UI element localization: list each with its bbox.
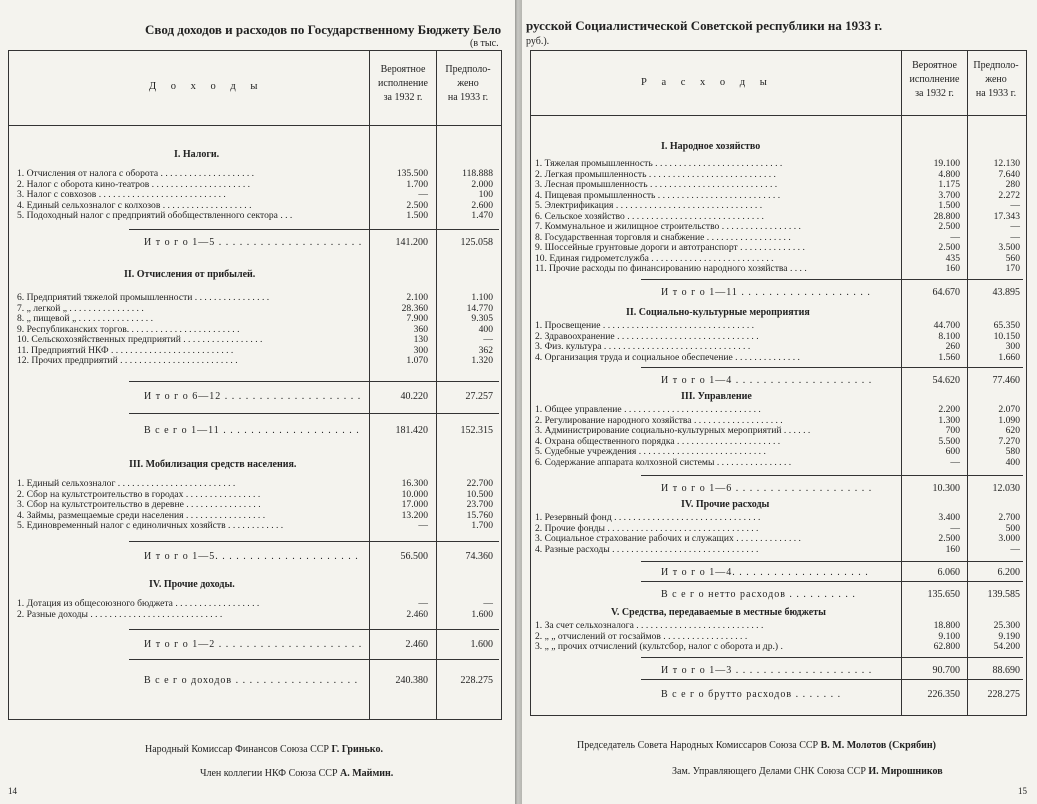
total-label: В с е г о нетто расходов . . . . . . . . . . bbox=[661, 589, 856, 600]
value-1933: 25.300 bbox=[993, 620, 1020, 631]
row-label: 2. Налог с оборота кино-театров . . . . . . . . . . . . . . . . . . . . . bbox=[17, 179, 251, 190]
value-1933: 7.270 bbox=[998, 435, 1020, 447]
expense-table bbox=[530, 50, 1027, 716]
row-label: 3. „ „ прочих отчислений (культсбор, налог с оборота и др.) . bbox=[535, 642, 783, 652]
subtotal-1932: 10.300 bbox=[932, 483, 960, 494]
value-1933: 500 bbox=[1005, 522, 1020, 534]
col-1933-header: Предполо- жено на 1933 г. bbox=[973, 60, 1019, 99]
total-label: В с е г о 1—11 . . . . . . . . . . . . . . . . . . . . bbox=[144, 425, 360, 436]
value-1932: 3.400 bbox=[938, 512, 960, 523]
section-heading: I. Народное хозяйство bbox=[661, 141, 761, 152]
rule bbox=[129, 629, 499, 630]
value-1932: 44.700 bbox=[933, 320, 960, 331]
rule bbox=[641, 561, 1023, 562]
row-label: 3. Налог с совхозов . . . . . . . . . . . . . . . . . . . . . . . . . . . bbox=[17, 190, 226, 200]
rule bbox=[641, 657, 1023, 658]
total-label: В с е г о брутто расходов . . . . . . . bbox=[661, 689, 842, 700]
rule bbox=[641, 279, 1023, 280]
value-1933: 560 bbox=[1005, 252, 1020, 264]
col-1932-header: Вероятное исполнение за 1932 г. bbox=[909, 60, 960, 99]
value-1932: 17.000 bbox=[401, 499, 428, 510]
subtotal-1933: 1.600 bbox=[470, 639, 493, 650]
row-label: 9. Республиканских торгов. . . . . . . . . . . . . . . . . . . . . . . . bbox=[17, 324, 240, 335]
table-row bbox=[535, 426, 1023, 437]
row-label: 2. Легкая промышленность . . . . . . . . . . . . . . . . . . . . . . . . . . . bbox=[535, 169, 776, 180]
subtotal-1933: 12.030 bbox=[992, 483, 1020, 494]
section-heading: IV. Прочие расходы bbox=[681, 499, 770, 510]
row-label: 4. Разные расходы . . . . . . . . . . . . . . . . . . . . . . . . . . . . . . . bbox=[535, 544, 759, 555]
value-1932: 10.000 bbox=[401, 488, 428, 500]
row-label: 6. Предприятий тяжелой промышленности . . . . . . . . . . . . . . . . bbox=[17, 293, 270, 303]
subtotal-label: И т о г о 1—4 . . . . . . . . . . . . . . . . . . . . bbox=[661, 375, 873, 386]
value-1933: 17.343 bbox=[993, 210, 1020, 222]
value-1933: — bbox=[1010, 200, 1020, 211]
revenue-section-3 bbox=[17, 479, 497, 532]
value-1933: 1.660 bbox=[998, 351, 1020, 363]
row-label: 1. Общее управление . . . . . . . . . . . . . . . . . . . . . . . . . . . . . bbox=[535, 405, 761, 415]
expense-section-4 bbox=[535, 513, 1023, 555]
row-label: 10. Единая гидрометслужба . . . . . . . . . . . . . . . . . . . . . . . . . . bbox=[535, 253, 774, 264]
value-1932: 260 bbox=[945, 341, 960, 352]
value-1932: 1.175 bbox=[938, 179, 960, 190]
table-row bbox=[17, 169, 497, 180]
value-1932: 1.700 bbox=[406, 178, 428, 190]
value-1933: 100 bbox=[478, 189, 493, 200]
value-1932: — bbox=[950, 231, 960, 243]
expense-column-heading: Р а с х о д ы bbox=[641, 77, 773, 88]
value-1932: 18.800 bbox=[933, 620, 960, 631]
value-1933: — bbox=[483, 334, 493, 345]
signature-line: Зам. Управляющего Делами СНК Союза ССР И. Мирошников bbox=[672, 766, 943, 777]
subtotal-1932: 54.620 bbox=[932, 375, 960, 386]
row-label: 7. „ легкой „ . . . . . . . . . . . . . . . . bbox=[17, 303, 144, 314]
signature-line: Народный Комиссар Финансов Союза ССР Г. Гринько. bbox=[145, 744, 383, 755]
value-1932: 700 bbox=[945, 425, 960, 436]
value-1932: 130 bbox=[413, 334, 428, 345]
table-row bbox=[17, 293, 497, 304]
table-row bbox=[17, 521, 497, 532]
value-1932: 19.100 bbox=[933, 158, 960, 169]
table-row bbox=[535, 222, 1023, 233]
expense-section-3 bbox=[535, 405, 1023, 468]
rule bbox=[641, 367, 1023, 368]
value-1933: 280 bbox=[1005, 179, 1020, 190]
value-1932: 135.500 bbox=[396, 168, 428, 179]
row-label: 8. „ пищевой „ . . . . . . . . . . . . . . . . bbox=[17, 314, 153, 324]
row-label: 4. Охрана общественного порядка . . . . . . . . . . . . . . . . . . . . . . bbox=[535, 436, 781, 447]
table-row bbox=[535, 243, 1023, 254]
value-1932: 1.070 bbox=[406, 355, 428, 366]
value-1932: — bbox=[950, 456, 960, 468]
row-label: 2. Здравоохранение . . . . . . . . . . . . . . . . . . . . . . . . . . . . . . bbox=[535, 331, 759, 342]
row-label: 5. Электрификация . . . . . . . . . . . . . . . . . . . . . . . . . . . . . . . bbox=[535, 201, 763, 211]
value-1932: 28.360 bbox=[401, 302, 428, 314]
row-label: 11. Предприятий НКФ . . . . . . . . . . . . . . . . . . . . . . . . . . bbox=[17, 345, 234, 356]
row-label: 3. Сбор на культстроительство в деревне . . . . . . . . . . . . . . . . bbox=[17, 500, 261, 510]
left-page bbox=[0, 0, 515, 804]
row-label: 2. Регулирование народного хозяйства . . . . . . . . . . . . . . . . . . . bbox=[535, 415, 783, 426]
value-1932: 16.300 bbox=[401, 478, 428, 489]
value-1933: 300 bbox=[1005, 341, 1020, 352]
row-label: 2. „ „ отчислений от госзаймов . . . . . . . . . . . . . . . . . . bbox=[535, 631, 748, 642]
value-1933: 10.150 bbox=[993, 330, 1020, 342]
value-1933: — bbox=[1010, 231, 1020, 243]
value-1933: 14.770 bbox=[466, 302, 493, 314]
value-1933: 1.320 bbox=[471, 355, 493, 366]
value-1932: 2.500 bbox=[938, 533, 960, 544]
value-1933: 23.700 bbox=[466, 499, 493, 510]
subtotal-1933: 6.200 bbox=[997, 567, 1020, 578]
total-1933: 228.275 bbox=[987, 689, 1020, 700]
value-1933: 400 bbox=[1005, 456, 1020, 468]
subtotal-1932: 90.700 bbox=[932, 665, 960, 676]
row-label: 5. Подоходный налог с предприятий обобществленного сектора . . . bbox=[17, 211, 293, 221]
row-label: 4. Единый сельхозналог с колхозов . . . . . . . . . . . . . . . . . . . bbox=[17, 200, 252, 211]
value-1932: 7.900 bbox=[406, 313, 428, 324]
row-label: 5. Единовременный налог с единоличных хозяйств . . . . . . . . . . . . bbox=[17, 521, 284, 531]
table-row bbox=[17, 610, 497, 621]
value-1933: — bbox=[1010, 543, 1020, 555]
value-1933: 54.200 bbox=[993, 641, 1020, 652]
value-1933: 118.888 bbox=[462, 168, 493, 179]
value-1932: 435 bbox=[945, 252, 960, 264]
subtotal-label: И т о г о 1—5. . . . . . . . . . . . . . . . . . . . . bbox=[144, 551, 359, 562]
row-label: 2. Сбор на культстроительство в городах . . . . . . . . . . . . . . . . bbox=[17, 489, 261, 500]
rule bbox=[641, 679, 1023, 680]
table-row bbox=[17, 479, 497, 490]
value-1932: 3.700 bbox=[938, 189, 960, 201]
table-row bbox=[535, 447, 1023, 458]
total-1932: 181.420 bbox=[395, 425, 428, 436]
subtotal-label: И т о г о 1—2 . . . . . . . . . . . . . . . . . . . . . bbox=[144, 639, 363, 650]
rule bbox=[641, 581, 1023, 582]
value-1933: — bbox=[483, 598, 493, 609]
value-1932: 62.800 bbox=[933, 641, 960, 652]
row-label: 6. Сельское хозяйство . . . . . . . . . . . . . . . . . . . . . . . . . . . . . bbox=[535, 211, 764, 222]
section-heading: I. Налоги. bbox=[174, 149, 220, 160]
subtotal-label: И т о г о 1—5 . . . . . . . . . . . . . . . . . . . . . bbox=[144, 237, 363, 248]
rule bbox=[129, 659, 499, 660]
value-1932: 9.100 bbox=[938, 630, 960, 642]
row-label: 4. Пищевая промышленность . . . . . . . . . . . . . . . . . . . . . . . . . . bbox=[535, 190, 781, 201]
value-1933: 7.640 bbox=[998, 168, 1020, 180]
value-1933: 9.190 bbox=[998, 630, 1020, 642]
total-1932: 135.650 bbox=[927, 589, 960, 600]
value-1933: 12.130 bbox=[993, 158, 1020, 169]
value-1933: 3.000 bbox=[998, 533, 1020, 544]
value-1933: 580 bbox=[1005, 446, 1020, 457]
table-row bbox=[535, 642, 1023, 653]
col-1932-header: Вероятное исполнение за 1932 г. bbox=[378, 64, 428, 103]
value-1933: 3.500 bbox=[998, 242, 1020, 253]
table-row bbox=[17, 190, 497, 201]
value-1933: 620 bbox=[1005, 425, 1020, 436]
table-row bbox=[535, 545, 1023, 556]
subtotal-label: И т о г о 1—11 . . . . . . . . . . . . . . . . . . . bbox=[661, 287, 871, 298]
rule bbox=[129, 229, 499, 230]
expense-section-5 bbox=[535, 621, 1023, 653]
value-1933: 2.000 bbox=[471, 178, 493, 190]
row-label: 1. Просвещение . . . . . . . . . . . . . . . . . . . . . . . . . . . . . . . . bbox=[535, 321, 755, 331]
value-1932: 1.560 bbox=[938, 351, 960, 363]
row-label: 6. Содержание аппарата колхозной системы . . . . . . . . . . . . . . . . bbox=[535, 457, 792, 468]
row-label: 3. Социальное страхование рабочих и служащих . . . . . . . . . . . . . . bbox=[535, 534, 801, 544]
row-label: 11. Прочие расходы по финансированию народного хозяйства . . . . bbox=[535, 264, 807, 274]
value-1932: 2.500 bbox=[938, 242, 960, 253]
unit-note: (в тыс. bbox=[470, 38, 499, 49]
subtotal-label: И т о г о 6—12 . . . . . . . . . . . . . . . . . . . . bbox=[144, 391, 362, 402]
rule bbox=[129, 541, 499, 542]
value-1932: 2.500 bbox=[938, 221, 960, 232]
value-1933: 400 bbox=[478, 323, 493, 335]
subtotal-1933: 74.360 bbox=[465, 551, 493, 562]
row-label: 8. Государственная торговля и снабжение . . . . . . . . . . . . . . . . . . bbox=[535, 232, 791, 243]
section-heading: III. Мобилизация средств населения. bbox=[129, 459, 297, 470]
table-row bbox=[17, 335, 497, 346]
table-row bbox=[17, 500, 497, 511]
table-row bbox=[535, 621, 1023, 632]
total-1933: 152.315 bbox=[460, 425, 493, 436]
value-1933: 1.470 bbox=[471, 210, 493, 221]
row-label: 2. Прочие фонды . . . . . . . . . . . . . . . . . . . . . . . . . . . . . . . . bbox=[535, 523, 759, 534]
table-row bbox=[535, 180, 1023, 191]
value-1932: 28.800 bbox=[933, 210, 960, 222]
row-label: 1. Тяжелая промышленность . . . . . . . . . . . . . . . . . . . . . . . . . . . bbox=[535, 159, 783, 169]
table-row bbox=[17, 211, 497, 222]
rule bbox=[641, 475, 1023, 476]
subtotal-1933: 125.058 bbox=[460, 237, 493, 248]
value-1932: 600 bbox=[945, 446, 960, 457]
subtotal-1932: 141.200 bbox=[395, 237, 428, 248]
table-row bbox=[17, 599, 497, 610]
value-1933: — bbox=[1010, 221, 1020, 232]
revenue-section-4 bbox=[17, 599, 497, 620]
revenue-table bbox=[8, 50, 502, 720]
value-1933: 2.070 bbox=[998, 404, 1020, 415]
value-1932: 13.200 bbox=[401, 509, 428, 521]
table-row bbox=[17, 356, 497, 367]
book-gutter bbox=[515, 0, 522, 804]
subtotal-1932: 40.220 bbox=[400, 391, 428, 402]
value-1933: 1.090 bbox=[998, 414, 1020, 426]
total-1932: 226.350 bbox=[927, 689, 960, 700]
table-row bbox=[535, 342, 1023, 353]
subtotal-1933: 43.895 bbox=[992, 287, 1020, 298]
row-label: 9. Шоссейные грунтовые дороги и автотранспорт . . . . . . . . . . . . . . bbox=[535, 243, 805, 253]
value-1932: 2.500 bbox=[406, 199, 428, 211]
value-1932: 5.500 bbox=[938, 435, 960, 447]
table-row bbox=[535, 458, 1023, 469]
value-1932: 2.200 bbox=[938, 404, 960, 415]
subtotal-label: И т о г о 1—4. . . . . . . . . . . . . . . . . . . . bbox=[661, 567, 869, 578]
section-heading: II. Отчисления от прибылей. bbox=[124, 269, 256, 280]
signature-line: Член коллегии НКФ Союза ССР А. Маймин. bbox=[200, 768, 394, 779]
value-1933: 1.100 bbox=[471, 292, 493, 303]
value-1933: 10.500 bbox=[466, 488, 493, 500]
total-1932: 240.380 bbox=[395, 675, 428, 686]
row-label: 1. Резервный фонд . . . . . . . . . . . . . . . . . . . . . . . . . . . . . . . bbox=[535, 513, 761, 523]
value-1932: — bbox=[418, 598, 428, 609]
value-1932: 1.500 bbox=[406, 210, 428, 221]
value-1932: 8.100 bbox=[938, 330, 960, 342]
total-label: В с е г о доходов . . . . . . . . . . . . . . . . . . bbox=[144, 675, 359, 686]
row-label: 2. Разные доходы . . . . . . . . . . . . . . . . . . . . . . . . . . . . bbox=[17, 609, 223, 620]
value-1932: 1.300 bbox=[938, 414, 960, 426]
page-number: 14 bbox=[8, 786, 17, 796]
value-1933: 170 bbox=[1005, 263, 1020, 274]
table-row bbox=[535, 353, 1023, 364]
value-1932: 1.500 bbox=[938, 200, 960, 211]
subtotal-1932: 6.060 bbox=[937, 567, 960, 578]
value-1932: 2.460 bbox=[406, 608, 428, 620]
revenue-section-2 bbox=[17, 293, 497, 367]
section-heading: V. Средства, передаваемые в местные бюджеты bbox=[611, 607, 826, 618]
subtotal-1933: 27.257 bbox=[465, 391, 493, 402]
table-row bbox=[535, 321, 1023, 332]
section-heading: III. Управление bbox=[681, 391, 752, 402]
table-row bbox=[17, 314, 497, 325]
expense-section-1 bbox=[535, 159, 1023, 275]
unit-note: руб.). bbox=[526, 36, 550, 47]
expense-section-2 bbox=[535, 321, 1023, 363]
value-1933: 65.350 bbox=[993, 320, 1020, 331]
row-label: 4. Организация труда и социальное обеспечение . . . . . . . . . . . . . . bbox=[535, 352, 800, 363]
row-label: 3. Физ. культура . . . . . . . . . . . . . . . . . . . . . . . . . . . . . . . bbox=[535, 342, 751, 352]
value-1932: — bbox=[418, 189, 428, 200]
table-row bbox=[535, 513, 1023, 524]
value-1933: 15.760 bbox=[466, 509, 493, 521]
page-number: 15 bbox=[1018, 786, 1027, 796]
value-1933: 1.700 bbox=[471, 520, 493, 531]
value-1932: — bbox=[950, 522, 960, 534]
table-row bbox=[535, 201, 1023, 212]
table-row bbox=[535, 405, 1023, 416]
row-label: 3. Администрирование социально-культурных мероприятий . . . . . . bbox=[535, 426, 811, 436]
row-label: 1. Отчисления от налога с оборота . . . . . . . . . . . . . . . . . . . . bbox=[17, 169, 255, 179]
value-1933: 362 bbox=[478, 344, 493, 356]
table-row bbox=[535, 159, 1023, 170]
subtotal-1933: 77.460 bbox=[992, 375, 1020, 386]
revenue-column-heading: Д о х о д ы bbox=[149, 81, 264, 92]
value-1932: 160 bbox=[945, 543, 960, 555]
section-heading: IV. Прочие доходы. bbox=[149, 579, 235, 590]
subtotal-1932: 2.460 bbox=[405, 639, 428, 650]
row-label: 5. Судебные учреждения . . . . . . . . . . . . . . . . . . . . . . . . . . . bbox=[535, 447, 766, 457]
value-1932: 2.100 bbox=[406, 292, 428, 303]
value-1932: 300 bbox=[413, 344, 428, 356]
value-1933: 2.272 bbox=[998, 189, 1020, 201]
value-1933: 9.305 bbox=[471, 313, 493, 324]
value-1932: 160 bbox=[945, 263, 960, 274]
table-row bbox=[535, 534, 1023, 545]
value-1932: 4.800 bbox=[938, 168, 960, 180]
value-1933: 2.700 bbox=[998, 512, 1020, 523]
table-row bbox=[535, 264, 1023, 275]
revenue-section-1 bbox=[17, 169, 497, 222]
row-label: 7. Коммунальное и жилищное строительство . . . . . . . . . . . . . . . . . bbox=[535, 222, 801, 232]
right-title: русской Социалистической Советской республики на 1933 г. bbox=[526, 18, 883, 33]
value-1933: 1.600 bbox=[471, 608, 493, 620]
value-1932: 360 bbox=[413, 323, 428, 335]
signature-line: Председатель Совета Народных Комиссаров Союза ССР В. М. Молотов (Скрябин) bbox=[577, 740, 936, 751]
row-label: 4. Займы, размещаемые среди населения . . . . . . . . . . . . . . . . . bbox=[17, 510, 266, 521]
value-1933: 22.700 bbox=[466, 478, 493, 489]
row-label: 1. За счет сельхозналога . . . . . . . . . . . . . . . . . . . . . . . . . . . bbox=[535, 621, 764, 631]
section-heading: II. Социально-культурные мероприятия bbox=[626, 307, 810, 318]
rule bbox=[129, 381, 499, 382]
row-label: 1. Единый сельхозналог . . . . . . . . . . . . . . . . . . . . . . . . . bbox=[17, 479, 236, 489]
row-label: 12. Прочих предприятий . . . . . . . . . . . . . . . . . . . . . . . . . bbox=[17, 356, 238, 366]
subtotal-label: И т о г о 1—3 . . . . . . . . . . . . . . . . . . . . bbox=[661, 665, 873, 676]
total-1933: 139.585 bbox=[987, 589, 1020, 600]
col-1933-header: Предполо- жено на 1933 г. bbox=[445, 64, 491, 103]
subtotal-1932: 64.670 bbox=[932, 287, 960, 298]
subtotal-label: И т о г о 1—6 . . . . . . . . . . . . . . . . . . . . bbox=[661, 483, 873, 494]
left-title: Свод доходов и расходов по Государственному Бюджету Бело bbox=[145, 22, 502, 37]
row-label: 3. Лесная промышленность . . . . . . . . . . . . . . . . . . . . . . . . . . . bbox=[535, 180, 778, 190]
rule bbox=[129, 413, 499, 414]
value-1933: 2.600 bbox=[471, 199, 493, 211]
subtotal-1932: 56.500 bbox=[400, 551, 428, 562]
row-label: 1. Дотация из общесоюзного бюджета . . . . . . . . . . . . . . . . . . bbox=[17, 599, 260, 609]
value-1932: — bbox=[418, 520, 428, 531]
subtotal-1933: 88.690 bbox=[992, 665, 1020, 676]
total-1933: 228.275 bbox=[460, 675, 493, 686]
row-label: 10. Сельскохозяйственных предприятий . . . . . . . . . . . . . . . . . bbox=[17, 335, 263, 345]
right-page bbox=[522, 0, 1037, 804]
